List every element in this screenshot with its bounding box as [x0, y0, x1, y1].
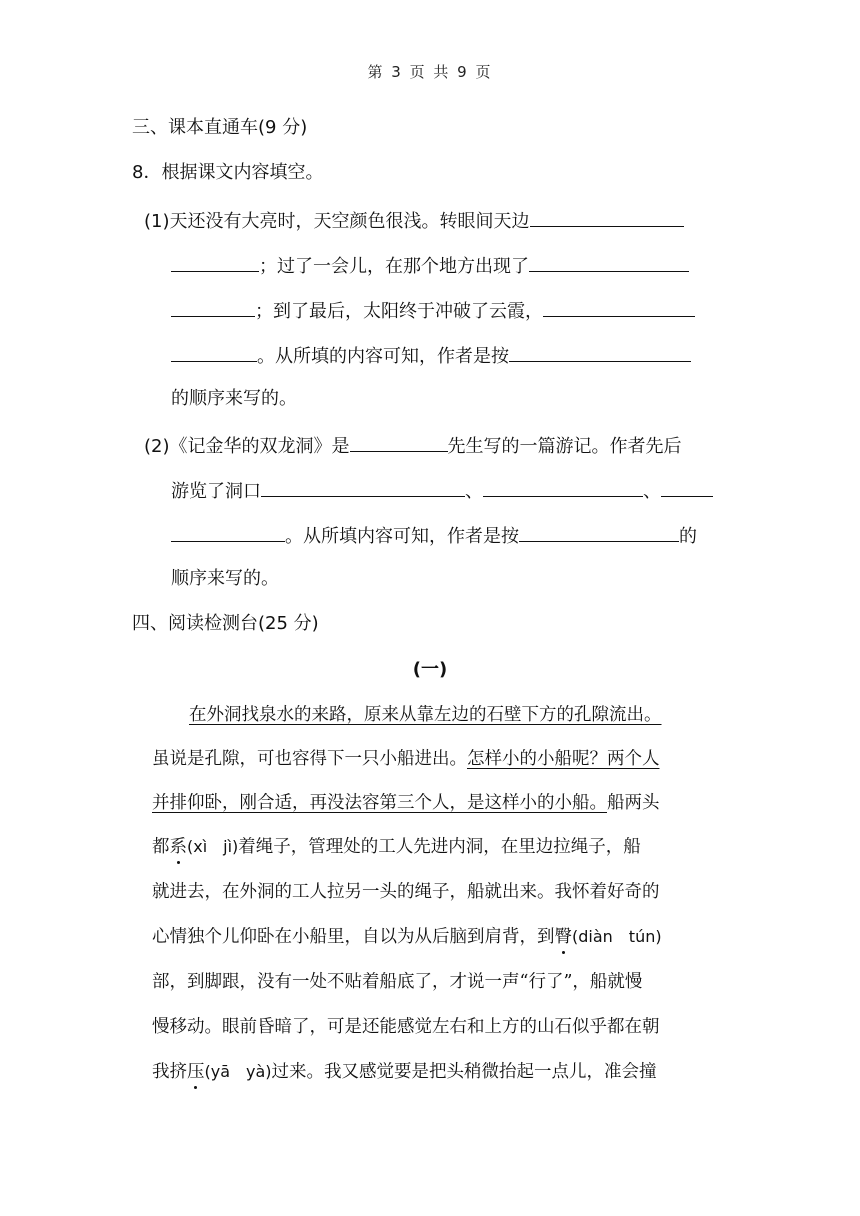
- q8-part1-text4: 。从所填的内容可知，作者是按: [257, 346, 509, 367]
- dotted-character: 系: [169, 837, 187, 857]
- answer-blank[interactable]: [519, 522, 679, 542]
- passage-line-1: [189, 703, 662, 727]
- q8-part2-text2b: 、: [465, 481, 483, 502]
- passage-line-4: [152, 835, 641, 859]
- passage-text: 着绳子，管理处的工人先进内洞，在里边拉绳子，船: [238, 837, 641, 857]
- pinyin-choice: (diàn tún): [572, 927, 662, 946]
- q8-part2-line4: 顺序来写的。: [171, 568, 279, 589]
- answer-blank[interactable]: [171, 252, 259, 272]
- q8-part2-line3: [171, 522, 697, 549]
- passage-line-9: [152, 1060, 657, 1084]
- q8-part1-line3: [171, 297, 695, 324]
- dotted-character: 臀: [554, 927, 572, 947]
- answer-blank[interactable]: [543, 297, 695, 317]
- q8-part1-line2: [171, 252, 689, 279]
- q8-part2-text1b: 先生写的一篇游记。作者先后: [447, 436, 682, 457]
- q8-part2-line2: [171, 477, 713, 504]
- passage-text: 心情独个儿仰卧在小船里，自以为从后脑到肩背，到: [152, 927, 555, 947]
- passage-text: 都: [152, 837, 170, 857]
- q8-part1-line5: 的顺序来写的。: [171, 388, 297, 409]
- passage-line-7: 部，到脚跟，没有一处不贴着船底了，才说一声“行了”，船就慢: [152, 972, 643, 992]
- q8-part2-line1: [144, 432, 682, 459]
- q8-part1-line1: [144, 207, 684, 234]
- pinyin-choice: (yā yà): [204, 1062, 272, 1081]
- q8-part1-text1: (1)天还没有大亮时，天空颜色很浅。转眼间天边: [144, 211, 530, 232]
- answer-blank[interactable]: [171, 522, 285, 542]
- passage-line-8: 慢移动。眼前昏暗了，可是还能感觉左右和上方的山石似乎都在朝: [152, 1017, 660, 1037]
- q8-part2-text2a: 游览了洞口: [171, 481, 261, 502]
- dotted-character: 压: [187, 1062, 205, 1082]
- question-8-prompt: 8．根据课文内容填空。: [132, 162, 324, 183]
- answer-blank[interactable]: [529, 252, 689, 272]
- answer-blank[interactable]: [171, 342, 257, 362]
- underlined-sentence: 在外洞找泉水的来路，原来从靠左边的石壁下方的孔隙流出。: [189, 705, 662, 725]
- answer-blank[interactable]: [530, 207, 684, 227]
- passage-text: 我挤: [152, 1062, 187, 1082]
- q8-part1-text3: ；到了最后，太阳终于冲破了云霞，: [255, 301, 543, 322]
- section-3-title: 三、课本直通车(9 分): [132, 117, 308, 138]
- answer-blank[interactable]: [261, 477, 465, 497]
- answer-blank[interactable]: [483, 477, 643, 497]
- passage-line-5: 就进去，在外洞的工人拉另一头的绳子，船就出来。我怀着好奇的: [152, 882, 660, 902]
- underlined-sentence: 并排仰卧，刚合适，再没法容第三个人，是这样小的小船。: [152, 793, 607, 813]
- answer-blank[interactable]: [171, 297, 255, 317]
- q8-part1-text2: ；过了一会儿，在那个地方出现了: [259, 256, 529, 277]
- answer-blank[interactable]: [350, 432, 448, 452]
- passage-part-label: (一): [412, 659, 448, 680]
- q8-part2-text3b: 的: [679, 526, 697, 547]
- answer-blank[interactable]: [509, 342, 691, 362]
- q8-part2-text2c: 、: [643, 481, 661, 502]
- underlined-sentence: 怎样小的小船呢？两个人: [467, 749, 660, 769]
- passage-text: 船两头: [607, 793, 660, 813]
- q8-part2-text3a: 。从所填内容可知，作者是按: [285, 526, 519, 547]
- section-4-title: 四、阅读检测台(25 分): [132, 613, 319, 634]
- passage-line-6: [152, 925, 662, 949]
- passage-line-3: [152, 791, 660, 815]
- q8-part1-line4: [171, 342, 691, 369]
- answer-blank[interactable]: [661, 477, 713, 497]
- passage-line-2: [152, 747, 660, 771]
- pinyin-choice: (xì jì): [187, 837, 239, 856]
- page-indicator: 第 3 页 共 9 页: [367, 63, 493, 81]
- q8-part2-text1a: (2)《记金华的双龙洞》是: [144, 436, 350, 457]
- passage-text: 过来。我又感觉要是把头稍微抬起一点儿，准会撞: [271, 1062, 657, 1082]
- passage-text: 虽说是孔隙，可也容得下一只小船进出。: [152, 749, 467, 769]
